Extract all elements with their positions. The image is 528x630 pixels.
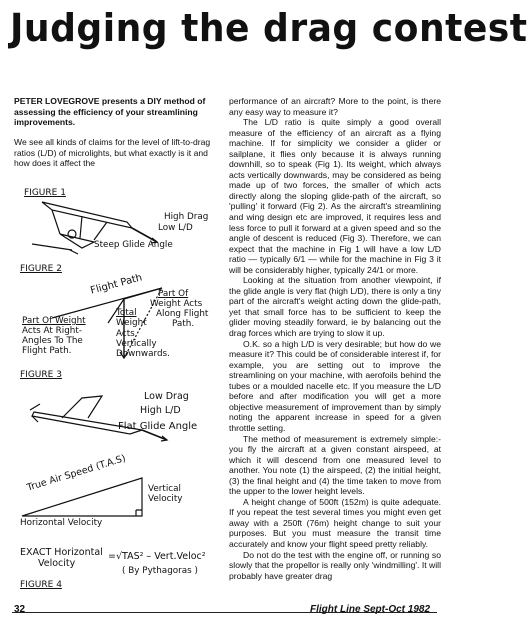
vertically-label: Vertically — [116, 339, 157, 349]
acts-at-right-label: Acts At Right- — [22, 326, 82, 336]
right-column — [229, 96, 441, 581]
velocity-2-label: Velocity — [38, 558, 76, 569]
vertical-label: Vertical — [148, 484, 181, 494]
total-label: Total — [116, 308, 137, 318]
low-ld-label: Low L/D — [158, 223, 193, 233]
figure-3-drawing — [12, 374, 217, 446]
steep-glide-label: Steep Glide Angle — [94, 240, 173, 250]
high-drag-label: High Drag — [164, 212, 209, 222]
intro-standfirst: PETER LOVEGROVE presents a DIY method of assessing the efficiency of your streamlining improvements. — [14, 96, 206, 128]
horizontal-velocity-label: Horizontal Velocity — [20, 518, 103, 528]
low-drag-label: Low Drag — [144, 391, 189, 402]
part-of-label: Part Of — [158, 289, 189, 299]
paragraph: O.K. so a high L/D is very desirable; but how do we measure it? This could be of considerable interest if, for example, you are setting out to improve the streamlining on your machine, with aerofoils behind the tubes or a moulded nacelle etc. If you measure the L/D before and after modification you will get a more objective measurement of improvement than by simply noting the apparent increase in speed for a given throttle setting. — [229, 338, 441, 433]
magazine-credit: Flight Line Sept-Oct 1982 — [310, 604, 431, 615]
angles-to-label: Angles To The — [22, 336, 83, 346]
article-title: Judging the drag contest — [10, 6, 528, 50]
intro-paragraph: We see all kinds of claims for the level of lift-to-drag ratios (L/D) of microlights, but what exactly is it and how does it affect the — [14, 137, 211, 169]
paragraph: A height change of 500ft (152m) is quite adequate. If you repeat the test several times you might even get away with a 250ft (76m) height change to suit your purposes. But you must measure the transit time accurately and know your flight speed pretty reliably. — [229, 496, 441, 549]
paragraph: The L/D ratio is quite simply a good overall measure of the efficiency of an aircraft as a flying machine. If for simplicity we consider a glider or sailplane, it flies only because it is always running downhill, so to speak (Fig 1). Its weight, which always acts vertically downwards, may be considered as being made up of two forces, the smaller of which acts directly along the sloping glide-path of the aircraft, so 'pulling' it forward (Fig 2). As the aircraft's streamlining and wing design etc are improved, it requires less and less force to pull it forward at a given speed and so the angle of descent is reduced (Fig 3). Therefore, we can expect that the machine in Fig 1 will have a low L/D ratio — typically 6/1 — while for the machine in Fig 3 it will be considerably higher, typically 24/1 or more. — [229, 117, 441, 275]
figure-2-label: FIGURE 2 — [20, 264, 62, 274]
along-flight-label: Along Flight — [156, 309, 209, 319]
flat-glide-label: Flat Glide Angle — [118, 421, 198, 432]
paragraph: performance of an aircraft? More to the point, is there any easy way to measure it? — [229, 96, 441, 117]
figures-panel — [12, 178, 217, 598]
paragraph: Looking at the situation from another viewpoint, if the glide angle is very flat (high L/D), there is only a tiny part of the aircraft's weight acting down the glide-path, yet that small force has to be sufficient to keep the glider moving steadily forward, ie by balancing out the drag forces which are trying to slow it up. — [229, 275, 441, 339]
high-ld-label: High L/D — [140, 405, 181, 416]
pythagoras-label: ( By Pythagoras ) — [122, 566, 198, 576]
exact-horizontal-label: EXACT Horizontal — [20, 547, 103, 558]
downwards-label: Downwards. — [116, 349, 170, 359]
acts-label: Acts — [116, 329, 135, 339]
figure-4-drawing — [12, 464, 217, 524]
flight-path-label: Flight Path — [89, 272, 144, 297]
figure-1-label: FIGURE 1 — [24, 188, 66, 198]
part-of-weight-label: Part Of Weight — [22, 316, 86, 326]
paragraph: Do not do the test with the engine off, or running so slowly that the propellor is really only 'windmilling'. It will probably have greater drag — [229, 549, 441, 581]
figure-3-label: FIGURE 3 — [20, 370, 62, 380]
path-label: Path. — [172, 319, 195, 329]
weight-label: Weight — [116, 318, 147, 328]
formula-label: =√TAS² – Vert.Veloc² — [108, 551, 206, 562]
velocity-label: Velocity — [148, 494, 183, 504]
true-air-speed-label: True Air Speed (T.A.S) — [25, 453, 128, 494]
weight-acts-label: Weight Acts — [150, 299, 203, 309]
page-number: 32 — [14, 604, 26, 615]
figure-4-label: FIGURE 4 — [20, 580, 62, 590]
paragraph: The method of measurement is extremely simple:- you fly the aircraft at a given constant airspeed, at which it will descend from one measured level to another. You note (1) the airspeed, (2) the initial height, (3) the final height and (4) the time taken to move from the upper to the lower height levels. — [229, 433, 441, 497]
flight-path-2-label: Flight Path. — [22, 346, 72, 356]
